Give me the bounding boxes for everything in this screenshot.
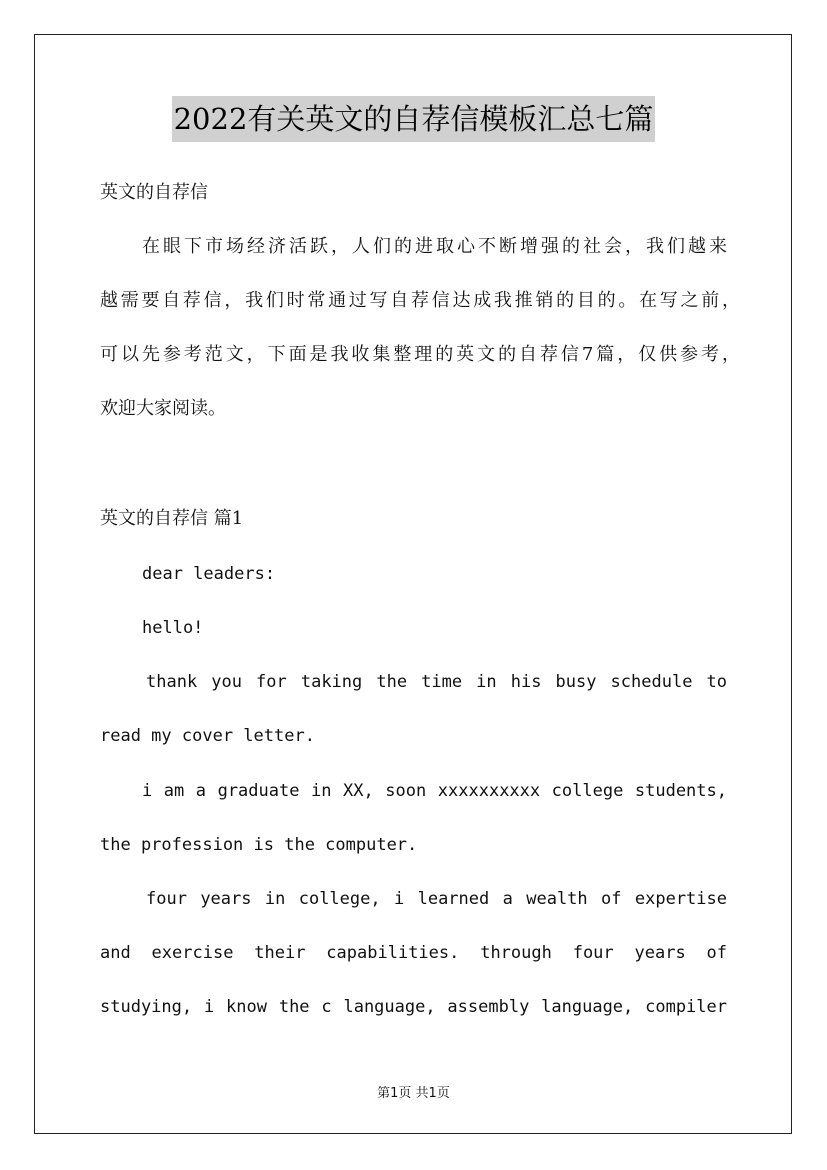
letter-line: dear leaders: (142, 564, 276, 584)
paragraph-line: 越需要自荐信，我们时常通过写自荐信达成我推销的目的。在写之前， (100, 290, 740, 311)
paragraph-line: 可以先参考范文，下面是我收集整理的英文的自荐信7篇，仅供参考， (100, 344, 740, 365)
section-heading: 英文的自荐信 篇1 (100, 508, 244, 529)
section-heading: 英文的自荐信 (100, 182, 208, 203)
letter-line: the profession is the computer. (100, 835, 418, 855)
letter-line: hello! (142, 618, 204, 638)
letter-line: thank you for taking the time in his busy schedule to (146, 672, 727, 692)
title-container (0, 96, 827, 142)
letter-line: four years in college, i learned a wealth of expertise (146, 889, 727, 909)
document-title: 2022有关英文的自荐信模板汇总七篇 (172, 96, 656, 142)
letter-line: i am a graduate in XX, soon xxxxxxxxxx college students, (142, 781, 727, 801)
letter-line: and exercise their capabilities. through four years of (100, 943, 727, 963)
paragraph-line: 在眼下市场经济活跃，人们的进取心不断增强的社会，我们越来 (142, 236, 727, 257)
letter-line: studying, i know the c language, assembly language, compiler (100, 997, 727, 1017)
page-footer: 第1页 共1页 (377, 1086, 450, 1101)
paragraph-line: 欢迎大家阅读。 (100, 398, 226, 419)
letter-line: read my cover letter. (100, 726, 315, 746)
